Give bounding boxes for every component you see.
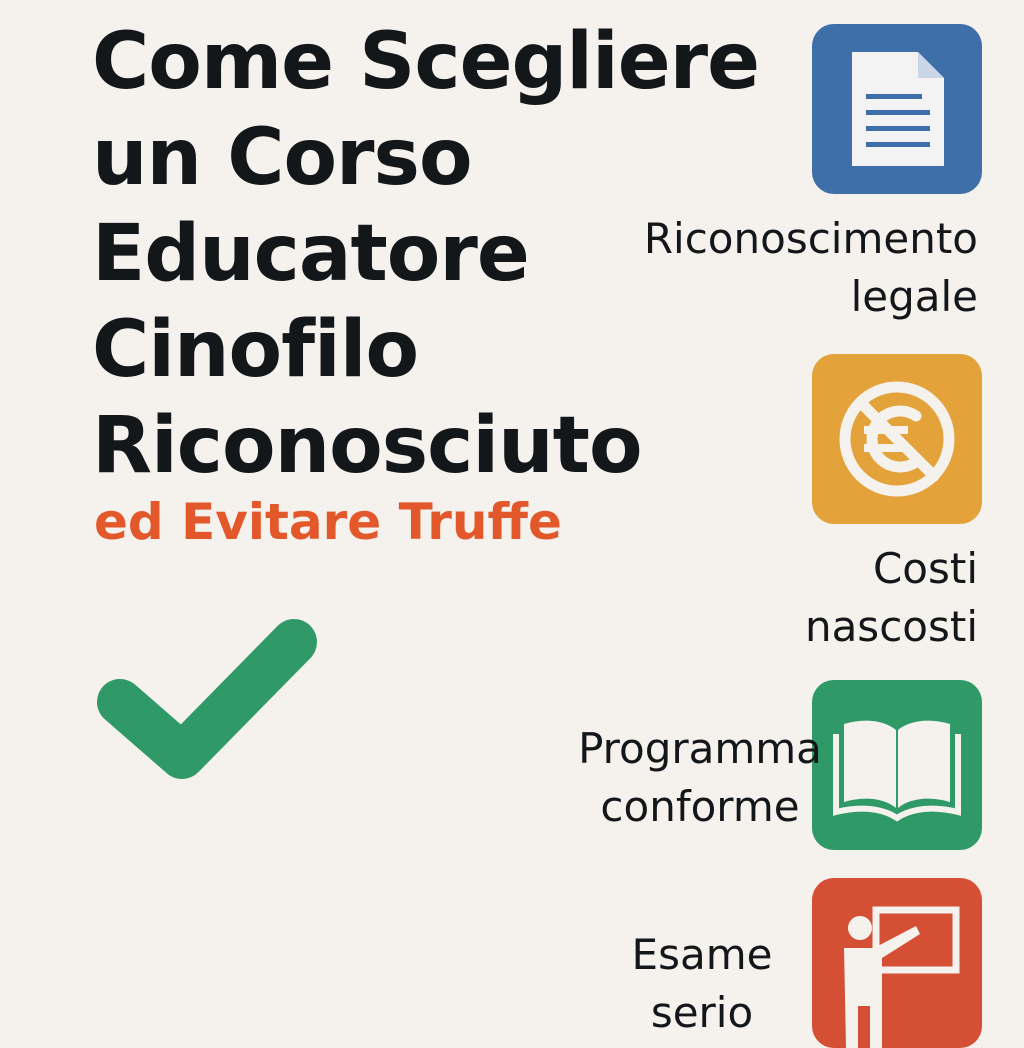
feature-label-program	[570, 720, 830, 836]
title-line: Cinofilo	[92, 305, 419, 395]
feature-tile-legal	[812, 24, 982, 194]
feature-label-line: Riconoscimento	[643, 214, 978, 263]
feature-label-line: Programma	[578, 724, 822, 773]
title-line: Come Scegliere	[92, 17, 760, 107]
title-line: Educatore	[92, 209, 529, 299]
title-line: un Corso	[92, 113, 472, 203]
feature-tile-exam	[812, 878, 982, 1048]
feature-label-costs	[805, 540, 978, 656]
feature-label-line: nascosti	[804, 602, 978, 651]
feature-label-line: serio	[650, 988, 754, 1037]
feature-label-line: conforme	[600, 782, 800, 831]
feature-label-line: legale	[850, 272, 978, 321]
feature-tile-program	[812, 680, 982, 850]
checkmark-icon	[80, 590, 340, 790]
title-line: Riconosciuto	[92, 401, 642, 491]
feature-tile-costs	[812, 354, 982, 524]
teacher-board-icon	[812, 878, 982, 1048]
no-euro-icon	[812, 354, 982, 524]
feature-label-exam	[602, 926, 802, 1042]
feature-label-line: Esame	[631, 930, 773, 979]
page-subtitle: ed Evitare Truffe	[94, 493, 562, 551]
open-book-icon	[812, 680, 982, 850]
feature-label-legal	[644, 210, 978, 326]
feature-label-line: Costi	[872, 544, 978, 593]
document-icon	[812, 24, 982, 194]
